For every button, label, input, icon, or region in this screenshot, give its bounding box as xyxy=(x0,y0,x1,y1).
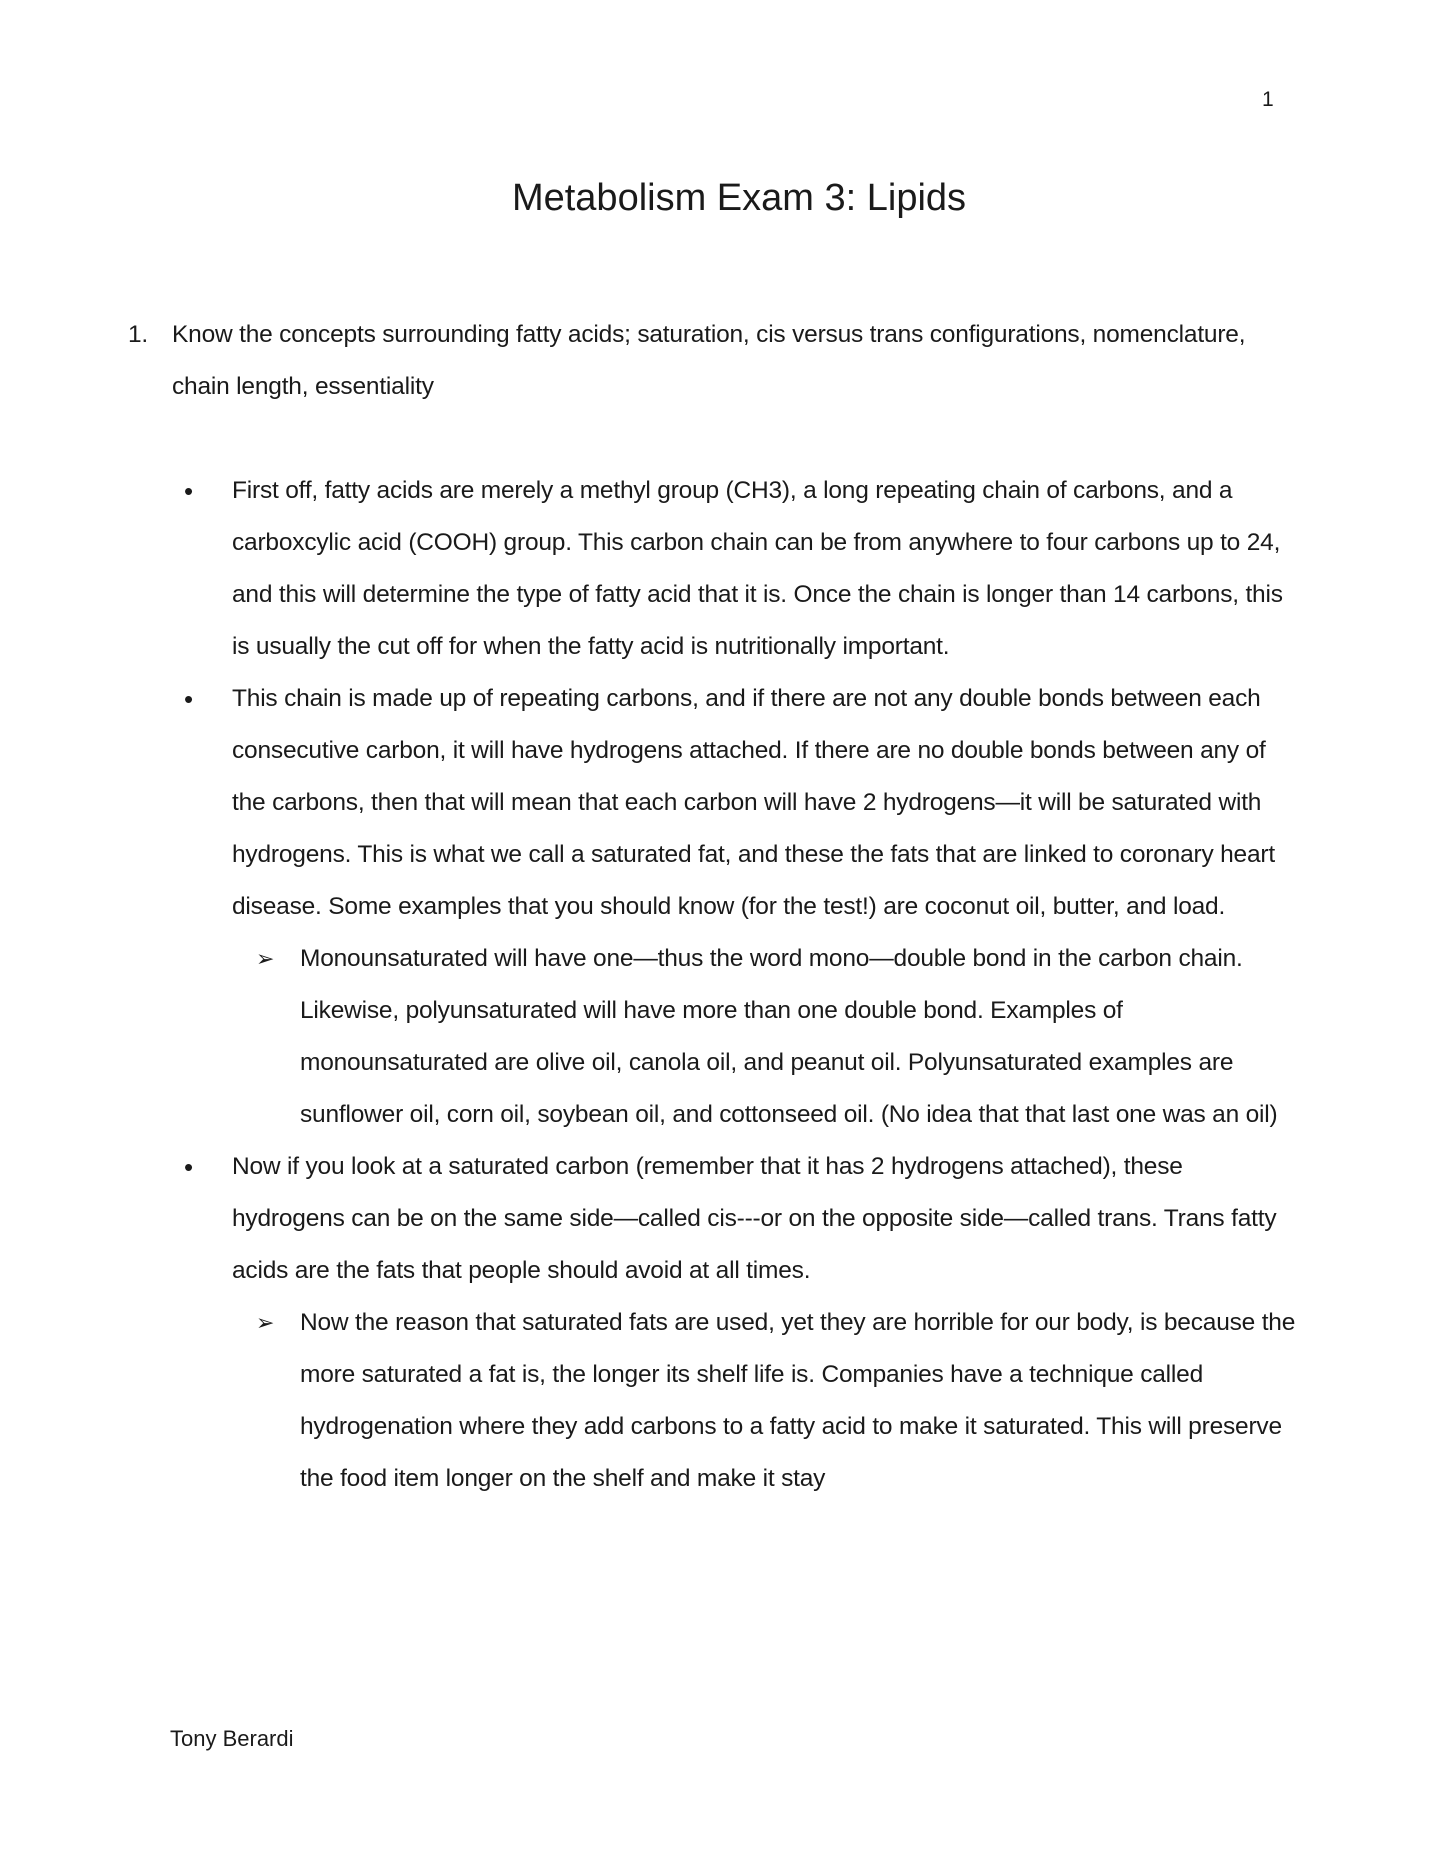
answer-list xyxy=(160,465,1300,1505)
bullet-item xyxy=(160,1141,1300,1297)
bullet-item xyxy=(160,673,1300,933)
bullet-text: First off, fatty acids are merely a methyl group (CH3), a long repeating chain of carbons, and a carboxcylic acid (COOH) group. This carbon chain can be from anywhere to four carbons up to 24, and this will determine the type of fatty acid that it is. Once the chain is longer than 14 carbons, this is usually the cut off for when the fatty acid is nutritionally important. xyxy=(232,477,1283,660)
bullet-item xyxy=(160,465,1300,673)
bullet-text: Now if you look at a saturated carbon (remember that it has 2 hydrogens attached), these hydrogens can be on the same side—called cis---or on the opposite side—called trans. Trans fatty acids are the fats that people should avoid at all times. xyxy=(232,1153,1277,1284)
bullet-icon: • xyxy=(184,476,193,506)
sub-bullet-text: Monounsaturated will have one—thus the word mono—double bond in the carbon chain. Likewise, polyunsaturated will have more than one double bond. Examples of monounsaturated are olive oil, canola oil, and peanut oil. Polyunsaturated examples are sunflower oil, corn oil, soybean oil, and cottonseed oil. (No idea that that last one was an oil) xyxy=(300,945,1278,1128)
bullet-icon: • xyxy=(184,1152,193,1182)
sub-bullet-item xyxy=(160,1297,1300,1505)
bullet-icon: • xyxy=(184,684,193,714)
question-text: Know the concepts surrounding fatty acids; saturation, cis versus trans configurations, nomenclature, chain length, essentiality xyxy=(172,321,1246,400)
page-number: 1 xyxy=(1262,88,1274,111)
document-title: Metabolism Exam 3: Lipids xyxy=(511,177,967,219)
arrow-bullet-icon: ➢ xyxy=(256,946,275,971)
sub-bullet-item xyxy=(160,933,1300,1141)
bullet-text: This chain is made up of repeating carbons, and if there are not any double bonds between each consecutive carbon, it will have hydrogens attached. If there are no double bonds between any of the carbons, then that will mean that each carbon will have 2 hydrogens—it will be saturated with hydrogens. This is what we call a saturated fat, and these the fats that are linked to coronary heart disease. Some examples that you should know (for the test!) are coconut oil, butter, and load. xyxy=(232,685,1275,920)
footer-author: Tony Berardi xyxy=(170,1726,294,1751)
question-number: 1. xyxy=(128,321,149,348)
arrow-bullet-icon: ➢ xyxy=(256,1310,275,1335)
sub-bullet-text: Now the reason that saturated fats are used, yet they are horrible for our body, is because the more saturated a fat is, the longer its shelf life is. Companies have a technique called hydrogenation where they add carbons to a fatty acid to make it saturated. This will preserve the food item longer on the shelf and make it stay xyxy=(300,1309,1296,1492)
